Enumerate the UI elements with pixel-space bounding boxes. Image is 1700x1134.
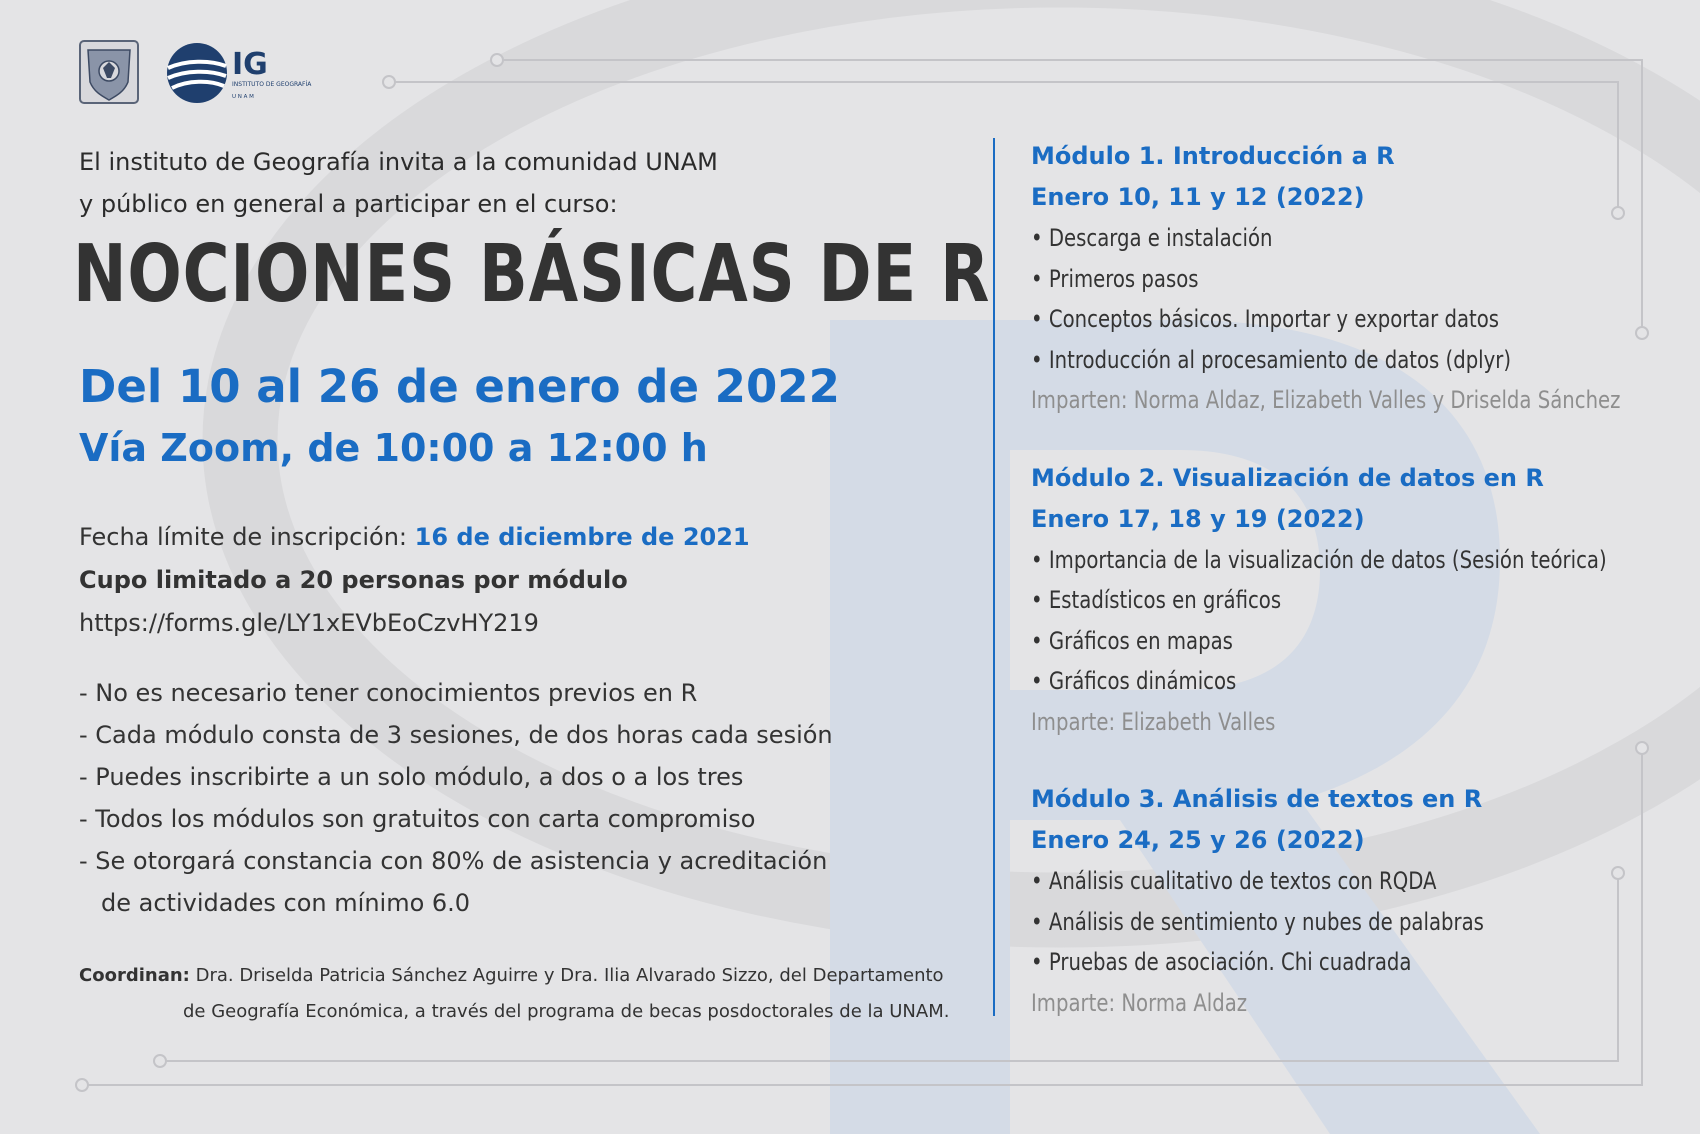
coordinators-line: Dra. Driselda Patricia Sánchez Aguirre y Dra. Ilia Alvarado Sizzo, del Departamento [189, 965, 944, 986]
module-title: Módulo 3. Análisis de textos en R [1031, 785, 1483, 813]
module-instructors: Imparte: Norma Aldaz [1031, 988, 1248, 1017]
module-topic: • Conceptos básicos. Importar y exportar datos [1031, 305, 1500, 333]
module-topic: • Gráficos dinámicos [1031, 667, 1237, 695]
note-item: - No es necesario tener conocimientos previos en R [79, 679, 698, 707]
capacity-text: Cupo limitado a 20 personas por módulo [79, 566, 628, 594]
course-notes [79, 672, 833, 924]
module-title: Módulo 2. Visualización de datos en R [1031, 463, 1544, 492]
registration-deadline [79, 516, 750, 559]
course-schedule: Vía Zoom, de 10:00 a 12:00 h [79, 426, 708, 470]
ig-logo-text: IG [232, 47, 268, 82]
note-item: de actividades con mínimo 6.0 [101, 889, 471, 917]
module-topic: • Análisis cualitativo de textos con RQDA [1031, 867, 1437, 895]
intro-line: y público en general a participar en el curso: [79, 190, 618, 218]
note-item: - Todos los módulos son gratuitos con carta compromiso [79, 805, 756, 833]
module-topic: • Descarga e instalación [1031, 224, 1273, 252]
module-topic: • Importancia de la visualización de datos (Sesión teórica) [1031, 545, 1607, 574]
module-topic: • Introducción al procesamiento de datos (dplyr) [1031, 345, 1512, 374]
note-item: - Se otorgará constancia con 80% de asistencia y acreditación [79, 847, 828, 875]
module-3 [1031, 779, 1671, 1023]
note-item: - Cada módulo consta de 3 sesiones, de dos horas cada sesión [79, 721, 833, 749]
column-divider [993, 138, 995, 1016]
module-dates: Enero 10, 11 y 12 (2022) [1031, 183, 1365, 211]
course-dates: Del 10 al 26 de enero de 2022 [79, 360, 840, 413]
intro-text [79, 141, 718, 225]
deadline-value: 16 de diciembre de 2021 [414, 523, 750, 551]
module-topic: • Pruebas de asociación. Chi cuadrada [1031, 948, 1412, 976]
module-instructors: Imparte: Elizabeth Valles [1031, 707, 1276, 736]
registration-info [79, 516, 750, 645]
module-topic: • Gráficos en mapas [1031, 626, 1233, 655]
intro-line: El instituto de Geografía invita a la comunidad UNAM [79, 148, 718, 176]
note-item: - Puedes inscribirte a un solo módulo, a dos o a los tres [79, 763, 744, 791]
coordinators-label: Coordinan: [79, 965, 190, 986]
module-topic: • Primeros pasos [1031, 264, 1199, 293]
coordinators-line: de Geografía Económica, a través del programa de becas posdoctorales de la UNAM. [183, 1001, 950, 1022]
ig-logo-subtitle: INSTITUTO DE GEOGRAFÍA [232, 81, 312, 88]
module-dates: Enero 17, 18 y 19 (2022) [1031, 504, 1365, 533]
ig-logo-unam: U N A M [232, 94, 254, 100]
module-topic: • Análisis de sentimiento y nubes de palabras [1031, 907, 1484, 936]
module-title: Módulo 1. Introducción a R [1031, 142, 1395, 170]
modules-column [1031, 136, 1671, 1060]
module-2 [1031, 458, 1671, 743]
registration-link[interactable]: https://forms.gle/LY1xEVbEoCzvHY219 [79, 609, 539, 637]
module-dates: Enero 24, 25 y 26 (2022) [1031, 826, 1365, 854]
module-1 [1031, 136, 1671, 421]
coordinators [79, 958, 949, 1030]
deadline-label: Fecha límite de inscripción: [79, 523, 415, 551]
module-topic: • Estadísticos en gráficos [1031, 586, 1282, 614]
module-instructors: Imparten: Norma Aldaz, Elizabeth Valles y Driselda Sánchez [1031, 386, 1621, 414]
course-title: NOCIONES BÁSICAS DE R [73, 228, 991, 320]
ig-logo-icon [166, 42, 312, 104]
